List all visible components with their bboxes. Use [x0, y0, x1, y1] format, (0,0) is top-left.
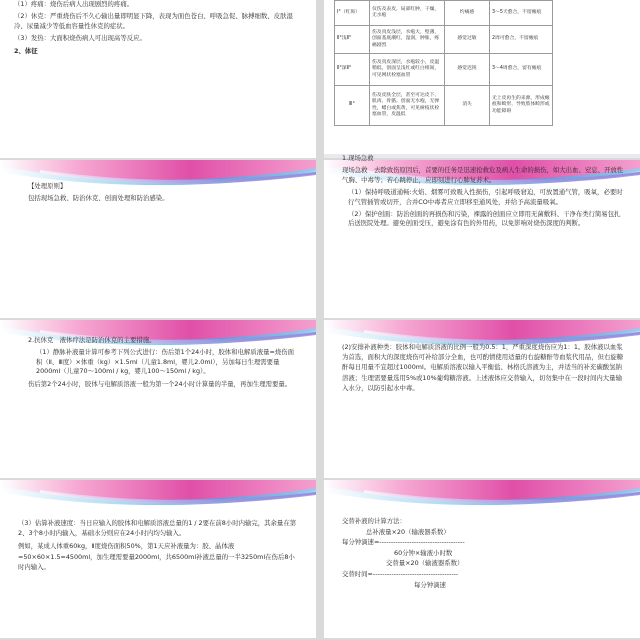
formula-numerator-1: 总补液量×20（输液器系数）	[366, 527, 450, 536]
slide-5-item-formula: （1）静脉补液量计算可参考下列公式进行：伤后第1个24小时，胶体和电解质液量=烧伤面积（Ⅱ、Ⅲ度）×体重（kg）×1.5ml（儿童1.8ml，婴儿2.0ml），另加每日生理需要量2000ml（儿童70～100ml / kg，婴儿100～150ml / kg）。	[36, 348, 295, 376]
table-cell: 消失	[445, 86, 490, 126]
header-wave-decoration	[324, 480, 640, 510]
slide-4-item-wound: （2）保护创面：防治创面的再损伤和污染，裸露的创面应立即用无菌敷料、干净布类行简易包扎后送医院处理。避免创面受压，避免涂有色的外用药，以免影响对烧伤深度的判断。	[348, 210, 621, 228]
slide-3-content	[28, 182, 298, 207]
table-row	[335, 1, 553, 26]
table-cell: Ⅲ°	[335, 86, 370, 126]
slide-1[interactable]	[0, 0, 316, 158]
table-cell: 2周可愈合，不留瘢痕	[490, 26, 553, 54]
slide-7-item-rate: （3）估算补液速度：当日应输入的胶体和电解质溶液总量的1 / 2要在前8小时内输完，其余量在第2、3个8小时内输入，基础水分则应在24小时内均匀输入。	[18, 519, 297, 538]
formula-fraction-1: 每分钟滴速=-------------------------------------	[342, 538, 465, 547]
table-cell: 3～4周愈合，留有瘢痕	[490, 54, 553, 86]
slide-4-intro: 现场急救 去除致伤原因后，首要的任务是迅速抢救危及病人生命的损伤，如大出血、窒息、开放性气胸、中毒等；若心跳停止，应即刻进行心肺复苏术。	[342, 166, 624, 184]
table-cell: 伤及皮肤全层，甚至可达皮下、肌肉、骨骼。创面无水疱，无弹性，蜡白或焦黄，可见树枝状栓塞血管，皮温低	[370, 86, 445, 126]
slide-1-heading: 2、体征	[14, 46, 38, 55]
slide-3-text: 包括现场急救、防治休克、创面处理和防治感染。	[28, 194, 169, 203]
slide-5-heading: 2.抗休克 液体疗法是防治休克的主要措施。	[28, 336, 156, 344]
table-cell: Ⅱ°浅Ⅱ°	[335, 26, 370, 54]
table-cell: 灼痛感	[445, 1, 490, 26]
table-cell: 伤及真皮浅层，水疱大，壁薄，创面基底潮红，湿润，肿胀，疼痛剧烈	[370, 26, 445, 54]
slide-4-content	[342, 154, 624, 232]
table-cell: 感觉过敏	[445, 26, 490, 54]
formula-denominator-2: 每分钟滴速	[414, 580, 446, 589]
slide-8[interactable]	[324, 480, 640, 638]
formula-numerator-2: 交替量×20（输液器系数）	[386, 559, 464, 568]
slide-7[interactable]	[0, 480, 316, 638]
slide-1-content	[14, 0, 304, 59]
table-cell: 无上皮再生的来源，形成瘢痕和畸形，导致肢体畸形或功能障碍	[490, 86, 553, 126]
header-wave-decoration	[0, 480, 316, 510]
formula-title: 交替补液的计算方法：	[342, 517, 406, 525]
slide-6[interactable]	[324, 320, 640, 478]
slide-4[interactable]	[324, 154, 640, 318]
table-row	[335, 26, 553, 54]
table-cell: 感觉迟钝	[445, 54, 490, 86]
slide-5-item-second-day: 伤后第2个24小时，胶体与电解质溶液一般为第一个24小时计算量的半量，再加生理需要量。	[28, 379, 292, 388]
slide-7-item-example: 例如，某成人体重60kg，Ⅱ度烧伤面积50%，第1天应补液量为：胶、晶体液=50×60×1.5=4500ml，加生理需要量2000ml，共6500ml补液总量的一半3250ml在伤后8小时内输入。	[18, 542, 295, 571]
slide-4-heading: 1.现场急救	[342, 154, 374, 162]
formula-fraction-2: 交替时间=-------------------------------------	[342, 569, 459, 578]
slide-5-content	[28, 336, 300, 392]
symptom-fever: （3）发热：大面积烧伤病人可出现高等反应。	[14, 34, 146, 43]
table-cell: 3～5天愈合，不留瘢痕	[490, 1, 553, 26]
slide-3[interactable]	[0, 160, 316, 318]
slide-7-content	[18, 518, 300, 575]
table-cell: Ⅰ°（红斑）	[335, 1, 370, 26]
formula-denominator-1: 60分钟×输液小时数	[394, 548, 453, 557]
table-cell: 仅伤及表皮，局部红肿，干燥，无水疱	[370, 1, 445, 26]
slide-3-heading: 【处理原则】	[28, 182, 67, 190]
slide-4-item-airway: （1）保持呼吸道通畅:火焰、烟雾可致吸入性损伤，引起呼吸窘迫，可放置通气管，吸氧，必要时行气管插管或切开，合并CO中毒者应立即移至通风处，并给予高流量吸氧。	[348, 188, 623, 206]
symptom-pain: （1）疼痛：烧伤后病人出现剧烈的疼痛。	[14, 0, 134, 8]
slide-8-content	[342, 516, 624, 590]
table-row	[335, 54, 553, 86]
table-row	[335, 86, 553, 126]
symptom-shock: （2）休克：严重烧伤后不久心输出量即明显下降，表现为面色苍白、呼吸急促、脉搏细数、皮肤湿冷、尿量减少等低血容量性休克的症状。	[14, 12, 293, 30]
table-cell: Ⅱ°深Ⅱ°	[335, 54, 370, 86]
slide-5[interactable]	[0, 320, 316, 478]
burn-depth-table	[334, 0, 553, 126]
slide-2[interactable]	[324, 0, 640, 158]
slide-6-text: (2)安排补液种类：胶体和电解质溶液的比例一般为0.5：1，严重深度烧伤应为1：1。胶体液以血浆为首选，面积大的深度烧伤可补给部分全血，也可酌情使用适量的右旋糖酐等血浆代用品，但右旋糖酐每日用量不宜超过1000ml。电解质溶液以输入平衡盐、林格氏溶液为主，并适当的补充碳酸氢钠溶液；生理需要量选用5%或10%葡萄糖溶液。上述液体应交替输入，切勿集中在一段时间内大量输入水分，以防引起水中毒。	[342, 343, 624, 392]
slide-6-content	[342, 342, 624, 396]
table-cell: 伤及真皮深层，水疱较小，皮温稍低，创面呈浅红或红白相间，可见网状栓塞血管	[370, 54, 445, 86]
